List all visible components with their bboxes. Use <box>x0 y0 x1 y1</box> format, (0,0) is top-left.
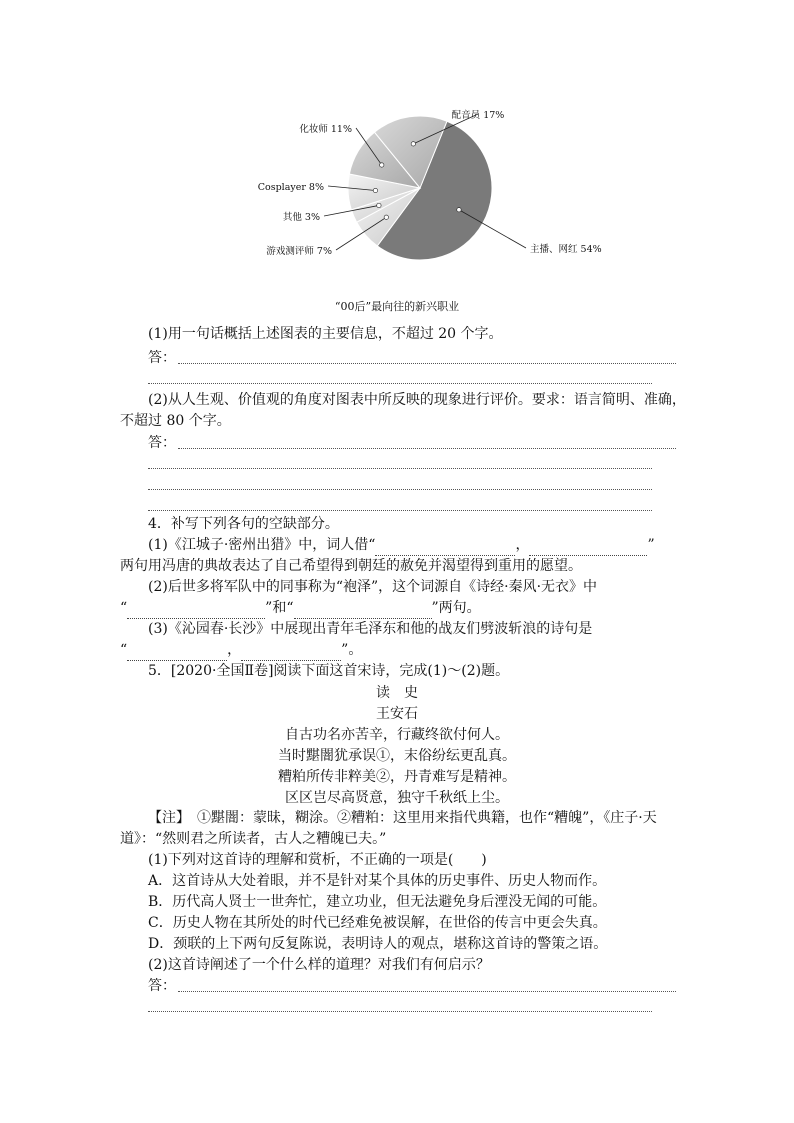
question-4-3-cont <box>120 640 362 661</box>
poem-line: 自古功名亦苦辛，行藏终欲付何人。 <box>285 727 509 743</box>
question-4-3: (3)《沁园春·长沙》中展现出青年毛泽东和他的战友们劈波斩浪的诗句是 <box>148 621 593 637</box>
question-4-1-cont: 两句用冯唐的典故表达了自己希望得到朝廷的赦免并渴望得到重用的愿望。 <box>120 558 582 574</box>
answer-line[interactable] <box>178 363 676 364</box>
question-3-2-cont: 不超过 80 个字。 <box>120 413 231 429</box>
question-4-2-cont <box>120 598 481 619</box>
answer-label: 答： <box>148 350 176 366</box>
answer-line[interactable] <box>148 489 652 490</box>
answer-line[interactable] <box>148 468 652 469</box>
poem-note: 【注】 ①黮闇：蒙昧，糊涂。②糟粕：这里用来指代典籍，也作“糟魄”，《庄子·天 <box>148 810 657 826</box>
option-d[interactable]: D．颈联的上下两句反复陈说，表明诗人的观点，堪称这首诗的警策之语。 <box>148 936 608 952</box>
answer-line[interactable] <box>148 1011 652 1012</box>
poem-line: 区区岂尽高贤意，独守千秋纸上尘。 <box>285 790 509 806</box>
quote-end: ”。 <box>341 642 363 658</box>
answer-line[interactable] <box>148 383 652 384</box>
chart-title: “00后”最向往的新兴职业 <box>334 300 460 313</box>
quote-mid: ”和“ <box>265 600 294 616</box>
quote-open: “ <box>120 600 128 616</box>
separator: ， <box>227 642 242 658</box>
question-3-2: (2)从人生观、价值观的角度对图表中所反映的现象进行评价。要求：语言简明、准确， <box>148 392 686 408</box>
answer-label: 答： <box>148 435 176 451</box>
question-4: 4．补写下列各句的空缺部分。 <box>148 516 339 532</box>
quote-open: “ <box>120 642 128 658</box>
slice-label: 游戏测评师 7% <box>266 246 332 257</box>
question-5: 5．[2020·全国Ⅱ卷]阅读下面这首宋诗，完成(1)～(2)题。 <box>148 663 510 679</box>
quote-end: ”两句。 <box>431 600 481 616</box>
option-c[interactable]: C．历史人物在其所处的时代已经难免被误解，在世俗的传言中更会失真。 <box>148 915 607 931</box>
answer-line[interactable] <box>148 510 652 511</box>
option-a[interactable]: A．这首诗从大处着眼，并不是针对某个具体的历史事件、历史人物而作。 <box>148 873 607 889</box>
fill-blank[interactable] <box>127 646 227 661</box>
question-3-1: (1)用一句话概括上述图表的主要信息，不超过 20 个字。 <box>148 326 503 342</box>
poem-title: 读 史 <box>376 685 418 701</box>
question-4-1 <box>148 535 655 556</box>
question-4-2: (2)后世多将军队中的同事称为“袍泽”，这个词源自《诗经·秦风·无衣》中 <box>148 579 598 595</box>
quote-end: ” <box>647 537 655 553</box>
slice-label: 主播、网红 54% <box>530 244 602 255</box>
leader-dot <box>457 208 461 212</box>
answer-line[interactable] <box>178 991 676 992</box>
poem-note-cont: 道》：“然则君之所读者，古人之糟魄已夫。” <box>120 831 387 847</box>
leader-dot <box>377 203 381 207</box>
fill-blank[interactable] <box>294 604 432 619</box>
fill-blank[interactable] <box>241 646 341 661</box>
poem-author: 王安石 <box>376 706 418 722</box>
slice-label: 配音员 17% <box>451 110 505 121</box>
slice-label: 化妆师 11% <box>299 124 352 135</box>
slice-label: 其他 3% <box>282 212 320 223</box>
answer-line[interactable] <box>178 448 676 449</box>
question-5-2: (2)这首诗阐述了一个什么样的道理？对我们有何启示？ <box>148 957 490 973</box>
leader-dot <box>411 142 415 146</box>
question-4-1-text: (1)《江城子·密州出猎》中，词人借“ <box>148 537 376 553</box>
fill-blank[interactable] <box>127 604 265 619</box>
question-5-1: (1)下列对这首诗的理解和赏析，不正确的一项是( ) <box>148 852 487 868</box>
leader-dot <box>384 215 388 219</box>
leader-dot <box>373 188 377 192</box>
pie-chart <box>250 100 602 320</box>
fill-blank[interactable] <box>375 541 515 556</box>
option-b[interactable]: B．历代高人贤士一世奔忙，建立功业，但无法避免身后湮没无闻的可能。 <box>148 894 607 910</box>
slice-label: Cosplayer 8% <box>257 182 324 193</box>
poem-line: 当时黮闇犹承误①，末俗纷纭更乱真。 <box>278 748 516 764</box>
poem-line: 糟粕所传非粹美②，丹青难写是精神。 <box>278 769 516 785</box>
separator: ， <box>515 537 530 553</box>
leader-dot <box>380 163 384 167</box>
fill-blank[interactable] <box>529 541 647 556</box>
answer-label: 答： <box>148 978 176 994</box>
